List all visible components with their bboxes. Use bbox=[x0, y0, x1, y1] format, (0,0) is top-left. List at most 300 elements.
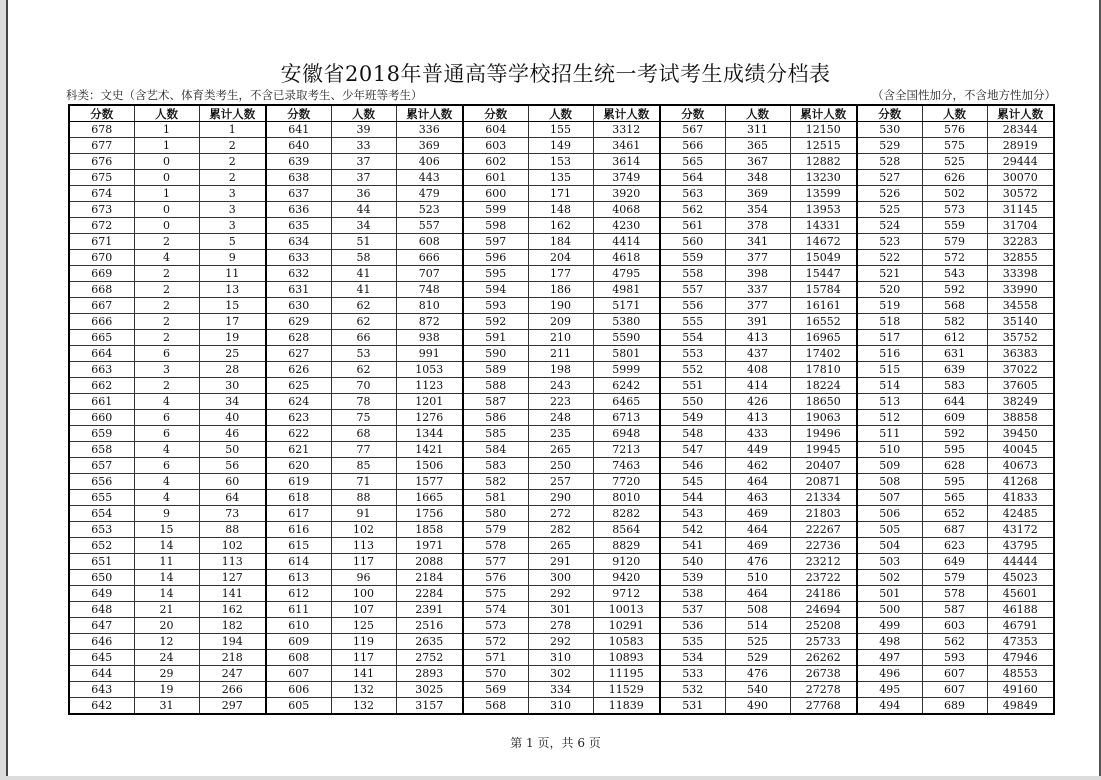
score-cell: 537 bbox=[660, 602, 725, 618]
score-cell: 649 bbox=[69, 586, 134, 602]
cumulative-cell: 1 bbox=[199, 122, 266, 138]
count-cell: 1 bbox=[134, 122, 199, 138]
score-cell: 582 bbox=[463, 474, 528, 490]
score-cell: 572 bbox=[463, 634, 528, 650]
table-row bbox=[69, 554, 1054, 570]
cumulative-cell: 19945 bbox=[790, 442, 857, 458]
count-cell: 107 bbox=[331, 602, 396, 618]
score-cell: 670 bbox=[69, 250, 134, 266]
cumulative-cell: 938 bbox=[396, 330, 463, 346]
cumulative-cell: 30070 bbox=[987, 170, 1054, 186]
cumulative-cell: 369 bbox=[396, 138, 463, 154]
count-cell: 177 bbox=[528, 266, 593, 282]
score-cell: 500 bbox=[857, 602, 922, 618]
score-cell: 648 bbox=[69, 602, 134, 618]
cumulative-cell: 45601 bbox=[987, 586, 1054, 602]
table-row bbox=[69, 698, 1054, 715]
cumulative-cell: 20871 bbox=[790, 474, 857, 490]
cumulative-cell: 6948 bbox=[593, 426, 660, 442]
count-cell: 14 bbox=[134, 538, 199, 554]
count-cell: 464 bbox=[725, 474, 790, 490]
score-cell: 589 bbox=[463, 362, 528, 378]
header-score: 分数 bbox=[857, 105, 922, 122]
count-cell: 576 bbox=[922, 122, 987, 138]
cumulative-cell: 102 bbox=[199, 538, 266, 554]
score-cell: 591 bbox=[463, 330, 528, 346]
count-cell: 464 bbox=[725, 522, 790, 538]
count-cell: 348 bbox=[725, 170, 790, 186]
count-cell: 62 bbox=[331, 298, 396, 314]
cumulative-cell: 5380 bbox=[593, 314, 660, 330]
count-cell: 644 bbox=[922, 394, 987, 410]
cumulative-cell: 6713 bbox=[593, 410, 660, 426]
table-row bbox=[69, 666, 1054, 682]
count-cell: 155 bbox=[528, 122, 593, 138]
score-cell: 640 bbox=[266, 138, 331, 154]
count-cell: 29 bbox=[134, 666, 199, 682]
score-cell: 641 bbox=[266, 122, 331, 138]
score-cell: 527 bbox=[857, 170, 922, 186]
cumulative-cell: 10893 bbox=[593, 650, 660, 666]
cumulative-cell: 21334 bbox=[790, 490, 857, 506]
count-cell: 0 bbox=[134, 202, 199, 218]
cumulative-cell: 35752 bbox=[987, 330, 1054, 346]
count-cell: 44 bbox=[331, 202, 396, 218]
cumulative-cell: 13953 bbox=[790, 202, 857, 218]
cumulative-cell: 2752 bbox=[396, 650, 463, 666]
table-row bbox=[69, 522, 1054, 538]
table-row bbox=[69, 570, 1054, 586]
score-cell: 553 bbox=[660, 346, 725, 362]
score-cell: 614 bbox=[266, 554, 331, 570]
score-cell: 502 bbox=[857, 570, 922, 586]
count-cell: 687 bbox=[922, 522, 987, 538]
cumulative-cell: 18650 bbox=[790, 394, 857, 410]
cumulative-cell: 44444 bbox=[987, 554, 1054, 570]
score-cell: 543 bbox=[660, 506, 725, 522]
count-cell: 91 bbox=[331, 506, 396, 522]
score-cell: 645 bbox=[69, 650, 134, 666]
cumulative-cell: 1665 bbox=[396, 490, 463, 506]
cumulative-cell: 19 bbox=[199, 330, 266, 346]
count-cell: 282 bbox=[528, 522, 593, 538]
count-cell: 4 bbox=[134, 250, 199, 266]
cumulative-cell: 2 bbox=[199, 138, 266, 154]
count-cell: 623 bbox=[922, 538, 987, 554]
cumulative-cell: 40 bbox=[199, 410, 266, 426]
table-row bbox=[69, 410, 1054, 426]
cumulative-cell: 2635 bbox=[396, 634, 463, 650]
score-cell: 505 bbox=[857, 522, 922, 538]
count-cell: 568 bbox=[922, 298, 987, 314]
cumulative-cell: 46 bbox=[199, 426, 266, 442]
cumulative-cell: 17810 bbox=[790, 362, 857, 378]
count-cell: 6 bbox=[134, 426, 199, 442]
count-cell: 462 bbox=[725, 458, 790, 474]
score-cell: 546 bbox=[660, 458, 725, 474]
count-cell: 562 bbox=[922, 634, 987, 650]
score-cell: 609 bbox=[266, 634, 331, 650]
count-cell: 587 bbox=[922, 602, 987, 618]
cumulative-cell: 5 bbox=[199, 234, 266, 250]
count-cell: 413 bbox=[725, 410, 790, 426]
score-cell: 631 bbox=[266, 282, 331, 298]
cumulative-cell: 810 bbox=[396, 298, 463, 314]
count-cell: 301 bbox=[528, 602, 593, 618]
score-cell: 562 bbox=[660, 202, 725, 218]
cumulative-cell: 6465 bbox=[593, 394, 660, 410]
count-cell: 525 bbox=[725, 634, 790, 650]
score-cell: 578 bbox=[463, 538, 528, 554]
count-cell: 100 bbox=[331, 586, 396, 602]
cumulative-cell: 194 bbox=[199, 634, 266, 650]
score-cell: 509 bbox=[857, 458, 922, 474]
count-cell: 209 bbox=[528, 314, 593, 330]
score-cell: 607 bbox=[266, 666, 331, 682]
count-cell: 135 bbox=[528, 170, 593, 186]
count-cell: 2 bbox=[134, 234, 199, 250]
score-cell: 497 bbox=[857, 650, 922, 666]
count-cell: 572 bbox=[922, 250, 987, 266]
score-cell: 666 bbox=[69, 314, 134, 330]
cumulative-cell: 35140 bbox=[987, 314, 1054, 330]
table-row bbox=[69, 362, 1054, 378]
cumulative-cell: 33398 bbox=[987, 266, 1054, 282]
count-cell: 341 bbox=[725, 234, 790, 250]
count-cell: 464 bbox=[725, 586, 790, 602]
score-cell: 678 bbox=[69, 122, 134, 138]
score-cell: 535 bbox=[660, 634, 725, 650]
score-cell: 603 bbox=[463, 138, 528, 154]
table-row bbox=[69, 506, 1054, 522]
score-cell: 604 bbox=[463, 122, 528, 138]
cumulative-cell: 28 bbox=[199, 362, 266, 378]
score-cell: 510 bbox=[857, 442, 922, 458]
cumulative-cell: 3 bbox=[199, 186, 266, 202]
count-cell: 369 bbox=[725, 186, 790, 202]
count-cell: 2 bbox=[134, 298, 199, 314]
count-cell: 235 bbox=[528, 426, 593, 442]
count-cell: 75 bbox=[331, 410, 396, 426]
score-cell: 646 bbox=[69, 634, 134, 650]
score-cell: 498 bbox=[857, 634, 922, 650]
cumulative-cell: 1756 bbox=[396, 506, 463, 522]
header-count: 人数 bbox=[725, 105, 790, 122]
cumulative-cell: 9420 bbox=[593, 570, 660, 586]
count-cell: 77 bbox=[331, 442, 396, 458]
count-cell: 39 bbox=[331, 122, 396, 138]
count-cell: 37 bbox=[331, 154, 396, 170]
cumulative-cell: 141 bbox=[199, 586, 266, 602]
count-cell: 449 bbox=[725, 442, 790, 458]
count-cell: 41 bbox=[331, 282, 396, 298]
cumulative-cell: 34558 bbox=[987, 298, 1054, 314]
table-row bbox=[69, 442, 1054, 458]
count-cell: 469 bbox=[725, 506, 790, 522]
score-cell: 501 bbox=[857, 586, 922, 602]
cumulative-cell: 37605 bbox=[987, 378, 1054, 394]
score-cell: 606 bbox=[266, 682, 331, 698]
document-title: 安徽省2018年普通高等学校招生统一考试考生成绩分档表 bbox=[280, 62, 831, 86]
score-cell: 534 bbox=[660, 650, 725, 666]
count-cell: 9 bbox=[134, 506, 199, 522]
score-cell: 539 bbox=[660, 570, 725, 586]
score-cell: 628 bbox=[266, 330, 331, 346]
table-row bbox=[69, 314, 1054, 330]
cumulative-cell: 2284 bbox=[396, 586, 463, 602]
cumulative-cell: 73 bbox=[199, 506, 266, 522]
score-cell: 544 bbox=[660, 490, 725, 506]
count-cell: 257 bbox=[528, 474, 593, 490]
count-cell: 4 bbox=[134, 442, 199, 458]
score-cell: 518 bbox=[857, 314, 922, 330]
score-cell: 550 bbox=[660, 394, 725, 410]
score-cell: 557 bbox=[660, 282, 725, 298]
score-cell: 529 bbox=[857, 138, 922, 154]
cumulative-cell: 1344 bbox=[396, 426, 463, 442]
score-cell: 560 bbox=[660, 234, 725, 250]
cumulative-cell: 4068 bbox=[593, 202, 660, 218]
score-cell: 576 bbox=[463, 570, 528, 586]
score-cell: 561 bbox=[660, 218, 725, 234]
cumulative-cell: 113 bbox=[199, 554, 266, 570]
count-cell: 171 bbox=[528, 186, 593, 202]
count-cell: 649 bbox=[922, 554, 987, 570]
count-cell: 250 bbox=[528, 458, 593, 474]
count-cell: 337 bbox=[725, 282, 790, 298]
count-cell: 290 bbox=[528, 490, 593, 506]
count-cell: 502 bbox=[922, 186, 987, 202]
count-cell: 4 bbox=[134, 394, 199, 410]
score-cell: 531 bbox=[660, 698, 725, 715]
cumulative-cell: 11 bbox=[199, 266, 266, 282]
score-cell: 516 bbox=[857, 346, 922, 362]
score-cell: 552 bbox=[660, 362, 725, 378]
count-cell: 117 bbox=[331, 650, 396, 666]
cumulative-cell: 9712 bbox=[593, 586, 660, 602]
header-score: 分数 bbox=[69, 105, 134, 122]
cumulative-cell: 1276 bbox=[396, 410, 463, 426]
header-cumulative: 累计人数 bbox=[987, 105, 1054, 122]
score-cell: 622 bbox=[266, 426, 331, 442]
score-cell: 586 bbox=[463, 410, 528, 426]
cumulative-cell: 49160 bbox=[987, 682, 1054, 698]
score-cell: 551 bbox=[660, 378, 725, 394]
score-cell: 559 bbox=[660, 250, 725, 266]
count-cell: 6 bbox=[134, 458, 199, 474]
score-cell: 660 bbox=[69, 410, 134, 426]
cumulative-cell: 8564 bbox=[593, 522, 660, 538]
header-score: 分数 bbox=[266, 105, 331, 122]
score-cell: 656 bbox=[69, 474, 134, 490]
cumulative-cell: 127 bbox=[199, 570, 266, 586]
score-cell: 636 bbox=[266, 202, 331, 218]
cumulative-cell: 443 bbox=[396, 170, 463, 186]
table-row bbox=[69, 138, 1054, 154]
score-cell: 588 bbox=[463, 378, 528, 394]
score-cell: 547 bbox=[660, 442, 725, 458]
score-cell: 533 bbox=[660, 666, 725, 682]
count-cell: 119 bbox=[331, 634, 396, 650]
count-cell: 626 bbox=[922, 170, 987, 186]
score-cell: 658 bbox=[69, 442, 134, 458]
cumulative-cell: 29444 bbox=[987, 154, 1054, 170]
count-cell: 53 bbox=[331, 346, 396, 362]
score-cell: 494 bbox=[857, 698, 922, 715]
count-cell: 0 bbox=[134, 218, 199, 234]
score-cell: 595 bbox=[463, 266, 528, 282]
count-cell: 204 bbox=[528, 250, 593, 266]
score-cell: 634 bbox=[266, 234, 331, 250]
cumulative-cell: 266 bbox=[199, 682, 266, 698]
count-cell: 639 bbox=[922, 362, 987, 378]
cumulative-cell: 14331 bbox=[790, 218, 857, 234]
count-cell: 292 bbox=[528, 634, 593, 650]
score-cell: 571 bbox=[463, 650, 528, 666]
cumulative-cell: 14672 bbox=[790, 234, 857, 250]
score-cell: 574 bbox=[463, 602, 528, 618]
pdf-page bbox=[6, 0, 1101, 776]
cumulative-cell: 16965 bbox=[790, 330, 857, 346]
count-cell: 476 bbox=[725, 666, 790, 682]
count-cell: 11 bbox=[134, 554, 199, 570]
count-cell: 70 bbox=[331, 378, 396, 394]
score-cell: 654 bbox=[69, 506, 134, 522]
table-row bbox=[69, 330, 1054, 346]
score-cell: 677 bbox=[69, 138, 134, 154]
count-cell: 433 bbox=[725, 426, 790, 442]
cumulative-cell: 162 bbox=[199, 602, 266, 618]
cumulative-cell: 608 bbox=[396, 234, 463, 250]
score-cell: 599 bbox=[463, 202, 528, 218]
table-row bbox=[69, 490, 1054, 506]
count-cell: 148 bbox=[528, 202, 593, 218]
score-cell: 513 bbox=[857, 394, 922, 410]
score-cell: 548 bbox=[660, 426, 725, 442]
count-cell: 153 bbox=[528, 154, 593, 170]
cumulative-cell: 43172 bbox=[987, 522, 1054, 538]
score-cell: 569 bbox=[463, 682, 528, 698]
cumulative-cell: 39450 bbox=[987, 426, 1054, 442]
score-cell: 530 bbox=[857, 122, 922, 138]
table-row bbox=[69, 682, 1054, 698]
table-row bbox=[69, 234, 1054, 250]
score-cell: 639 bbox=[266, 154, 331, 170]
count-cell: 607 bbox=[922, 682, 987, 698]
cumulative-cell: 12882 bbox=[790, 154, 857, 170]
score-cell: 615 bbox=[266, 538, 331, 554]
score-cell: 596 bbox=[463, 250, 528, 266]
score-cell: 496 bbox=[857, 666, 922, 682]
score-cell: 610 bbox=[266, 618, 331, 634]
count-cell: 2 bbox=[134, 266, 199, 282]
score-cell: 667 bbox=[69, 298, 134, 314]
score-cell: 522 bbox=[857, 250, 922, 266]
cumulative-cell: 50 bbox=[199, 442, 266, 458]
count-cell: 607 bbox=[922, 666, 987, 682]
count-cell: 582 bbox=[922, 314, 987, 330]
score-cell: 651 bbox=[69, 554, 134, 570]
count-cell: 6 bbox=[134, 410, 199, 426]
score-cell: 652 bbox=[69, 538, 134, 554]
score-cell: 584 bbox=[463, 442, 528, 458]
count-cell: 426 bbox=[725, 394, 790, 410]
score-cell: 563 bbox=[660, 186, 725, 202]
score-cell: 585 bbox=[463, 426, 528, 442]
cumulative-cell: 6242 bbox=[593, 378, 660, 394]
cumulative-cell: 33990 bbox=[987, 282, 1054, 298]
cumulative-cell: 182 bbox=[199, 618, 266, 634]
score-cell: 602 bbox=[463, 154, 528, 170]
cumulative-cell: 15 bbox=[199, 298, 266, 314]
cumulative-cell: 5171 bbox=[593, 298, 660, 314]
cumulative-cell: 47946 bbox=[987, 650, 1054, 666]
cumulative-cell: 297 bbox=[199, 698, 266, 715]
cumulative-cell: 32855 bbox=[987, 250, 1054, 266]
header-count: 人数 bbox=[134, 105, 199, 122]
cumulative-cell: 28919 bbox=[987, 138, 1054, 154]
count-cell: 377 bbox=[725, 250, 790, 266]
cumulative-cell: 4618 bbox=[593, 250, 660, 266]
cumulative-cell: 247 bbox=[199, 666, 266, 682]
table-row bbox=[69, 458, 1054, 474]
cumulative-cell: 27278 bbox=[790, 682, 857, 698]
count-cell: 311 bbox=[725, 122, 790, 138]
score-cell: 661 bbox=[69, 394, 134, 410]
cumulative-cell: 2516 bbox=[396, 618, 463, 634]
count-cell: 689 bbox=[922, 698, 987, 715]
score-cell: 517 bbox=[857, 330, 922, 346]
count-cell: 525 bbox=[922, 154, 987, 170]
score-distribution-table bbox=[68, 104, 1055, 715]
count-cell: 132 bbox=[331, 682, 396, 698]
cumulative-cell: 666 bbox=[396, 250, 463, 266]
score-cell: 570 bbox=[463, 666, 528, 682]
count-cell: 573 bbox=[922, 202, 987, 218]
count-cell: 31 bbox=[134, 698, 199, 715]
score-cell: 542 bbox=[660, 522, 725, 538]
table-row bbox=[69, 602, 1054, 618]
score-cell: 598 bbox=[463, 218, 528, 234]
score-cell: 507 bbox=[857, 490, 922, 506]
score-cell: 515 bbox=[857, 362, 922, 378]
table-row bbox=[69, 474, 1054, 490]
count-cell: 41 bbox=[331, 266, 396, 282]
cumulative-cell: 25208 bbox=[790, 618, 857, 634]
score-cell: 566 bbox=[660, 138, 725, 154]
count-cell: 210 bbox=[528, 330, 593, 346]
score-cell: 511 bbox=[857, 426, 922, 442]
score-cell: 643 bbox=[69, 682, 134, 698]
score-cell: 514 bbox=[857, 378, 922, 394]
score-cell: 637 bbox=[266, 186, 331, 202]
score-cell: 506 bbox=[857, 506, 922, 522]
cumulative-cell: 4981 bbox=[593, 282, 660, 298]
count-cell: 66 bbox=[331, 330, 396, 346]
cumulative-cell: 18224 bbox=[790, 378, 857, 394]
cumulative-cell: 991 bbox=[396, 346, 463, 362]
count-cell: 593 bbox=[922, 650, 987, 666]
cumulative-cell: 2088 bbox=[396, 554, 463, 570]
score-cell: 613 bbox=[266, 570, 331, 586]
cumulative-cell: 4414 bbox=[593, 234, 660, 250]
cumulative-cell: 10583 bbox=[593, 634, 660, 650]
score-cell: 580 bbox=[463, 506, 528, 522]
cumulative-cell: 1506 bbox=[396, 458, 463, 474]
cumulative-cell: 42485 bbox=[987, 506, 1054, 522]
cumulative-cell: 3157 bbox=[396, 698, 463, 715]
cumulative-cell: 23212 bbox=[790, 554, 857, 570]
